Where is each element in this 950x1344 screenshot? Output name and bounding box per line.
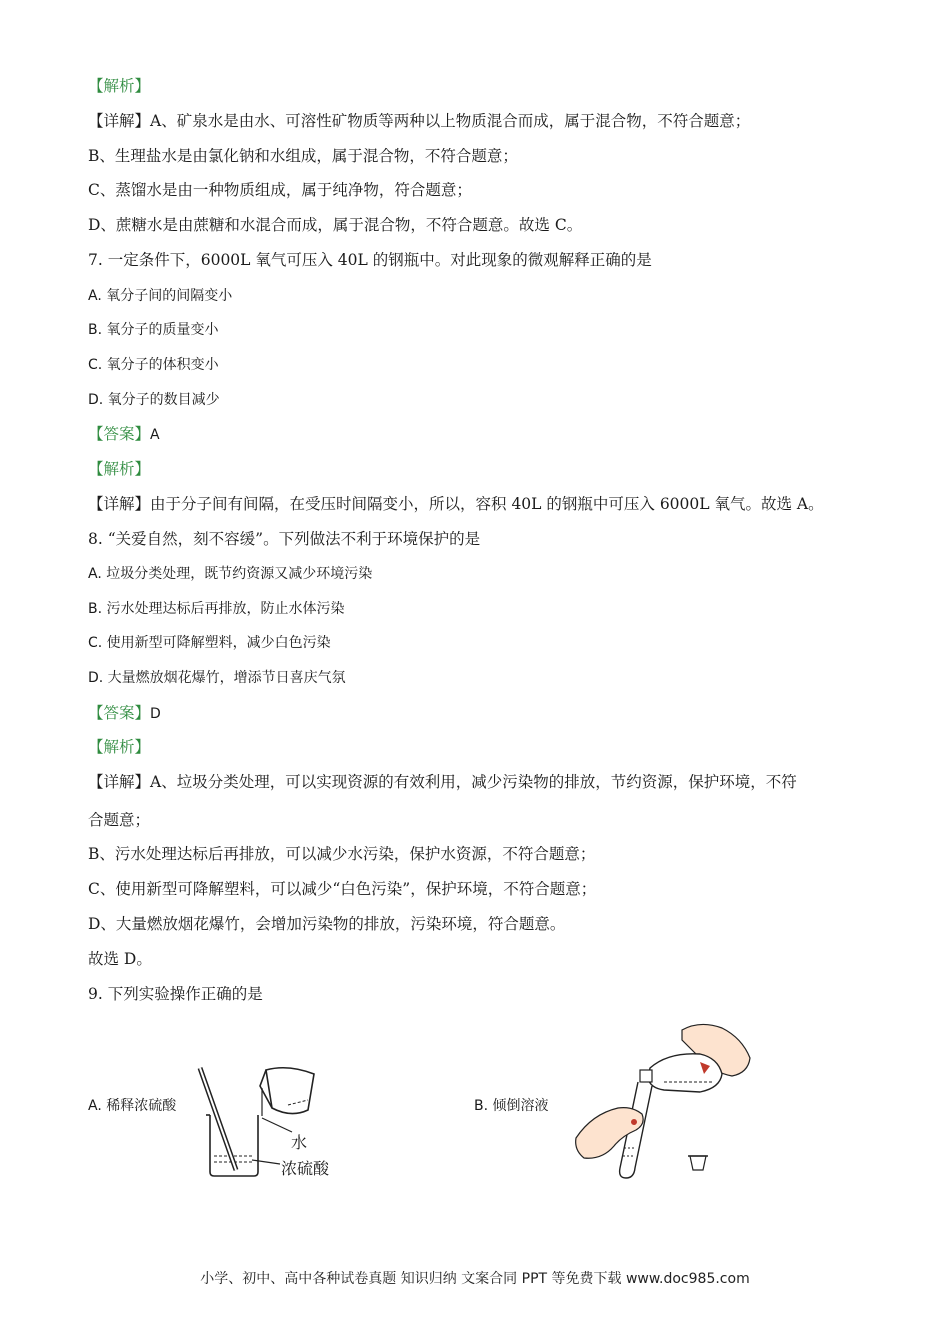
- pour-solution-figure: [572, 1018, 772, 1180]
- q8-answer-tag: 【答案】: [88, 704, 151, 722]
- q6-detail-a: [88, 111, 750, 131]
- q9-option-b: B. 倾倒溶液: [474, 1098, 549, 1114]
- q8-option-a: A. 垃圾分类处理，既节约资源又减少环境污染: [88, 566, 373, 582]
- q7-detail-tag: 【详解】: [88, 495, 151, 513]
- q7-option-a: A. 氧分子间的间隔变小: [88, 288, 233, 304]
- q8-detail-tag: 【详解】: [88, 773, 151, 791]
- q8-conclusion: 故选 D。: [88, 950, 152, 968]
- q8-option-c: C. 使用新型可降解塑料，减少白色污染: [88, 635, 331, 651]
- q7-stem: 7. 一定条件下，6000L 氧气可压入 40L 的钢瓶中。对此现象的微观解释正确的是: [88, 251, 652, 269]
- q7-option-c: C. 氧分子的体积变小: [88, 357, 219, 373]
- page-footer: 小学、初中、高中各种试卷真题 知识归纳 文案合同 PPT 等免费下载 www.doc985.com: [200, 1271, 750, 1287]
- q7-detail-text: 由于分子间有间隔，在受压时间隔变小，所以，容积 40L 的钢瓶中可压入 6000L 氧气。故选 A。: [150, 495, 824, 513]
- q8-answer: [88, 703, 161, 724]
- q8-option-d: D. 大量燃放烟花爆竹，增添节日喜庆气氛: [88, 670, 346, 686]
- q8-detail-a1-text: A、垃圾分类处理，可以实现资源的有效利用，减少污染物的排放，节约资源，保护环境，不符: [150, 773, 797, 791]
- q9-option-a: A. 稀释浓硫酸: [88, 1098, 177, 1114]
- q8-detail-a1: [88, 772, 797, 792]
- q8-detail-a2: 合题意；: [88, 811, 151, 829]
- q7-answer: [88, 424, 160, 445]
- q6-detail-tag: 【详解】: [88, 112, 151, 130]
- q7-answer-tag: 【答案】: [88, 425, 151, 443]
- q8-stem: 8. “关爱自然，刻不容缓”。下列做法不利于环境保护的是: [88, 530, 481, 548]
- q6-detail-a-text: A、矿泉水是由水、可溶性矿物质等两种以上物质混合而成，属于混合物，不符合题意；: [150, 112, 751, 130]
- q6-detail-d: D、蔗糖水是由蔗糖和水混合而成，属于混合物，不符合题意。故选 C。: [88, 216, 583, 234]
- q6-analysis-tag: 【解析】: [88, 77, 151, 95]
- q8-detail-d: D、大量燃放烟花爆竹，会增加污染物的排放，污染环境，符合题意。: [88, 915, 566, 933]
- q7-analysis-tag: 【解析】: [88, 460, 151, 478]
- q8-analysis-tag: 【解析】: [88, 738, 151, 756]
- q7-answer-value: A: [150, 427, 160, 443]
- water-label: 水: [291, 1133, 308, 1152]
- dilute-acid-figure: [196, 1060, 366, 1185]
- q7-detail: [88, 494, 824, 514]
- q8-detail-b: B、污水处理达标后再排放，可以减少水污染，保护水资源，不符合题意；: [88, 845, 596, 863]
- q7-option-d: D. 氧分子的数目减少: [88, 392, 220, 408]
- q8-option-b: B. 污水处理达标后再排放，防止水体污染: [88, 601, 345, 617]
- q8-answer-value: D: [150, 706, 161, 722]
- q6-detail-c: C、蒸馏水是由一种物质组成，属于纯净物，符合题意；: [88, 181, 472, 199]
- q9-stem: 9. 下列实验操作正确的是: [88, 985, 263, 1003]
- q8-detail-c: C、使用新型可降解塑料，可以减少“白色污染”，保护环境，不符合题意；: [88, 880, 597, 898]
- conc-acid-label: 浓硫酸: [281, 1159, 330, 1178]
- q7-option-b: B. 氧分子的质量变小: [88, 322, 219, 338]
- q6-detail-b: B、生理盐水是由氯化钠和水组成，属于混合物，不符合题意；: [88, 147, 518, 165]
- pour-solution-illustration: [572, 1018, 772, 1180]
